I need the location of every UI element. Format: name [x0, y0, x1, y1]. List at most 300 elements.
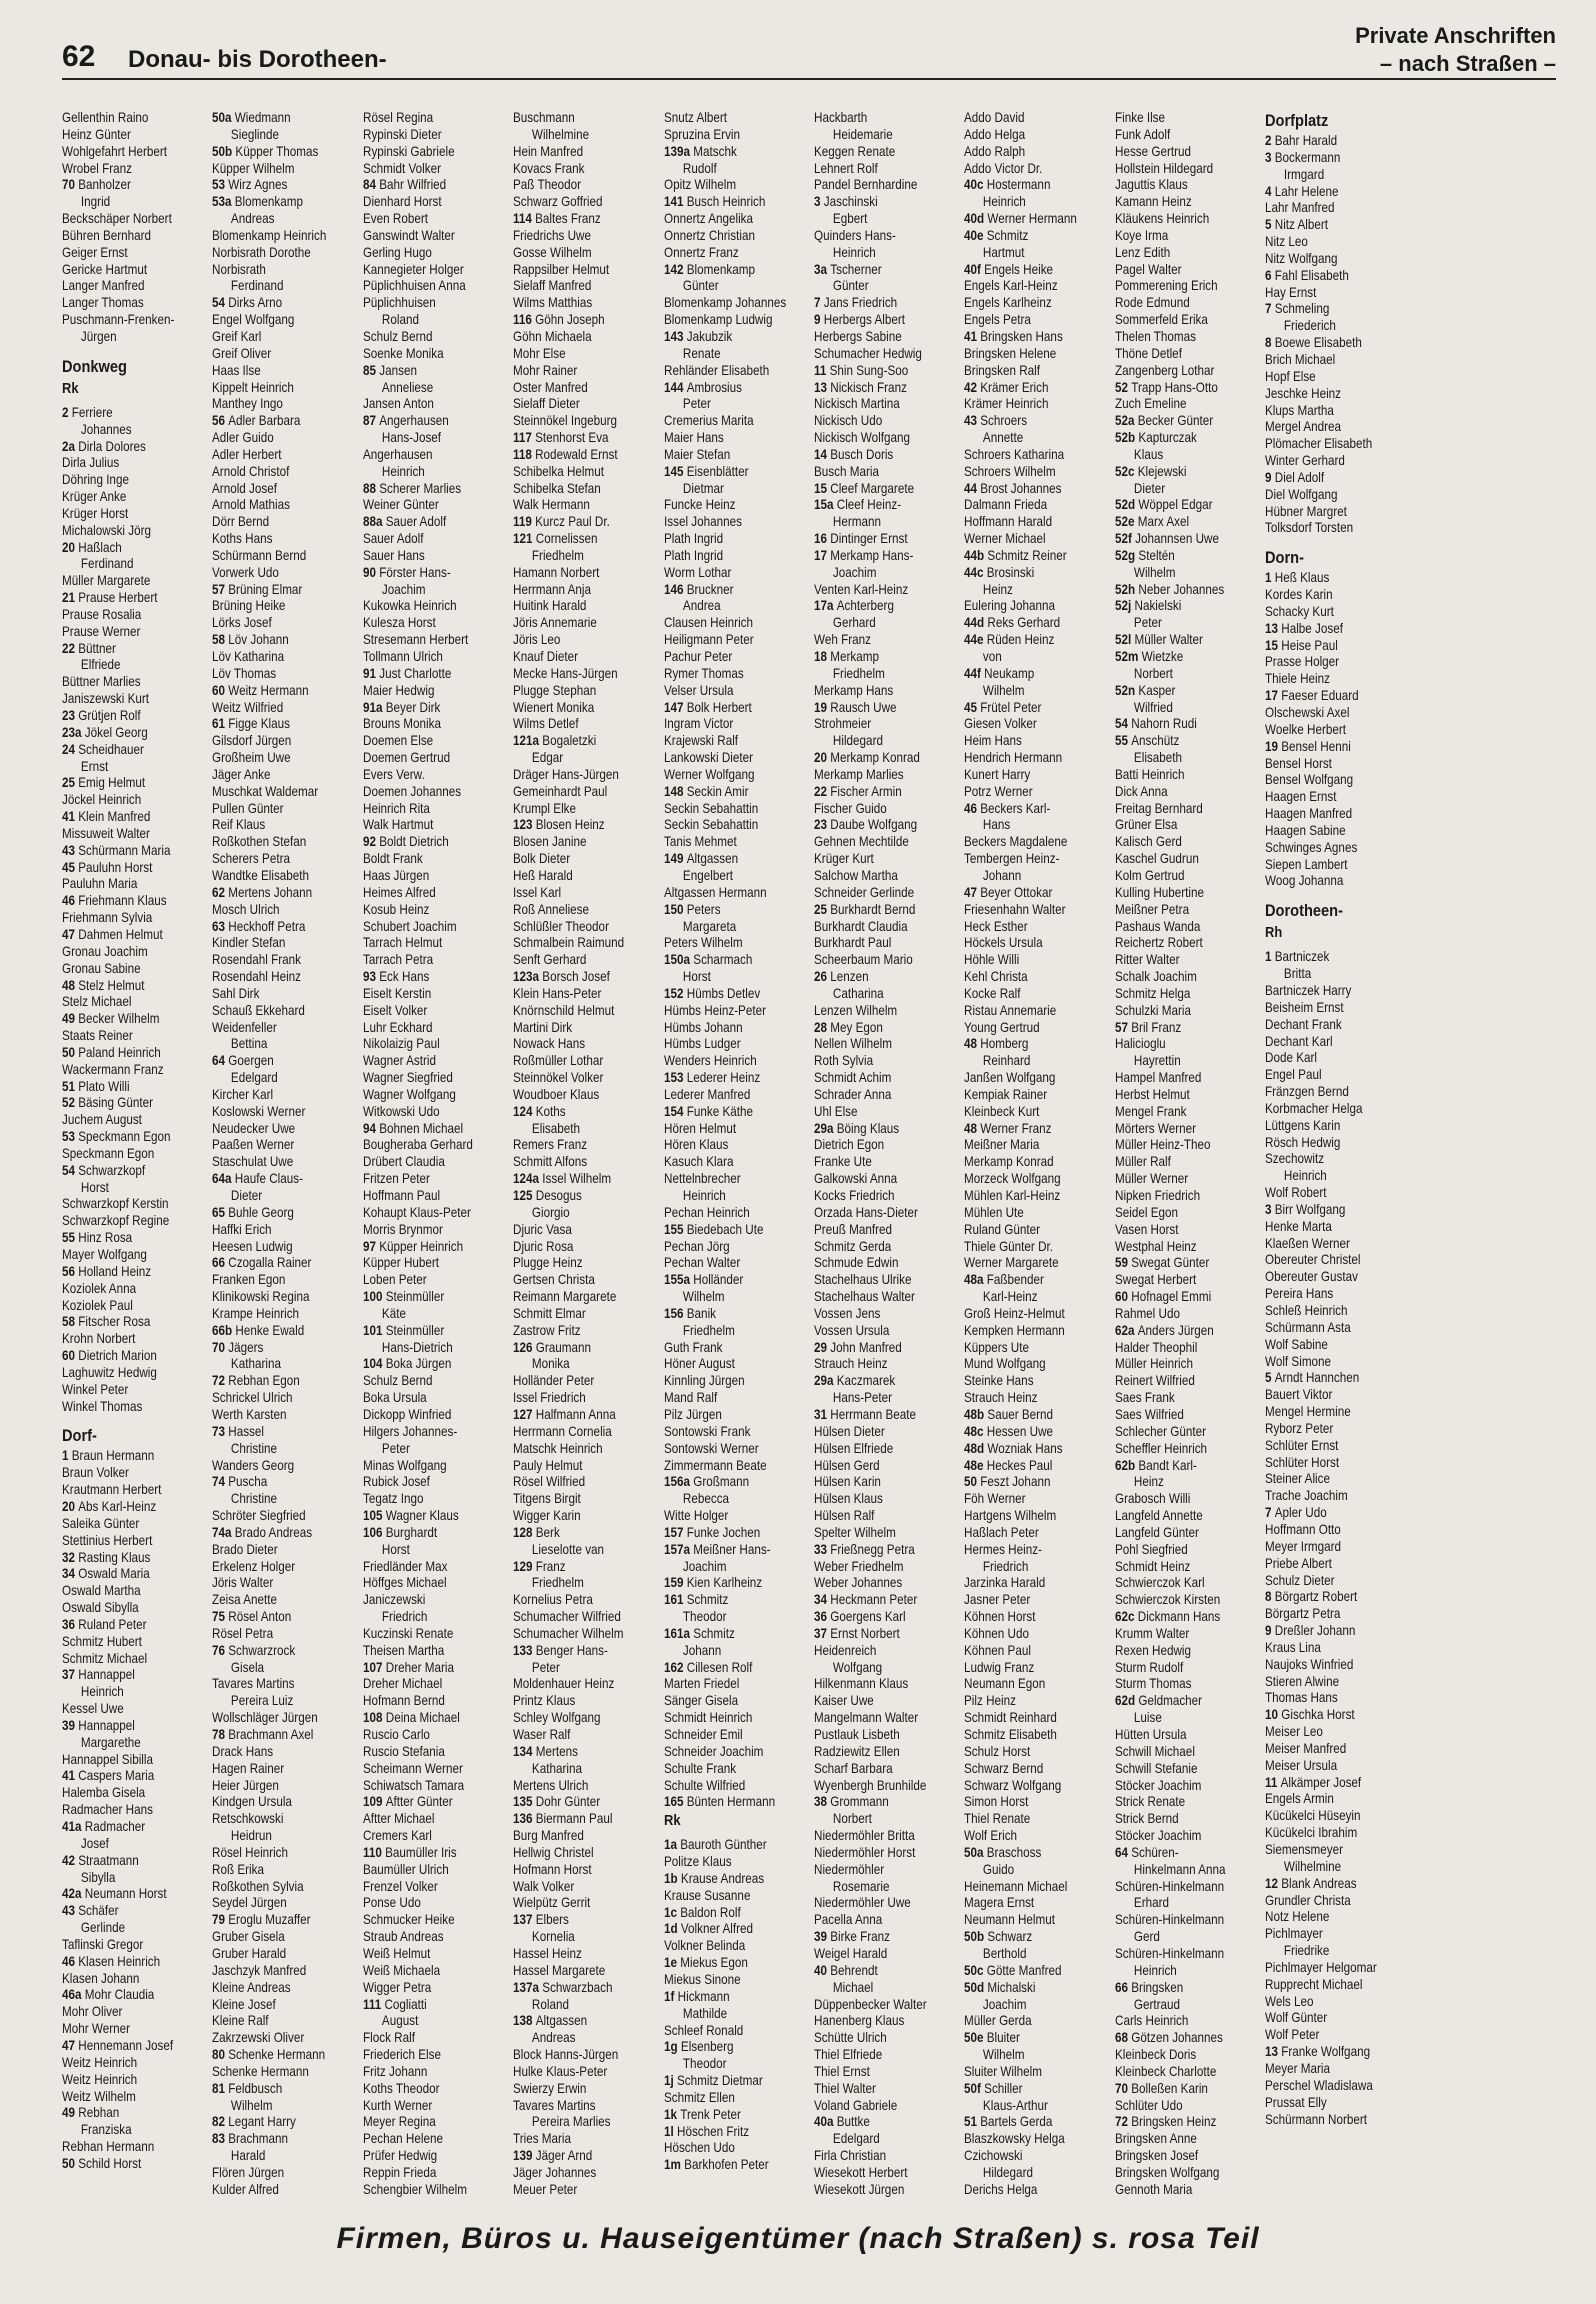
house-number: 58 — [212, 632, 229, 648]
resident-name: Miekus Sinone — [663, 1971, 741, 1987]
resident-entry — [212, 1710, 352, 1727]
resident-entry — [814, 1289, 954, 1306]
resident-name: Galkowski Anna — [813, 1171, 898, 1187]
resident-entry — [664, 683, 804, 700]
entry-continuation — [964, 582, 1104, 599]
resident-name: Herbergs Sabine — [813, 328, 902, 344]
resident-name: Blomenkamp Johannes — [663, 295, 786, 311]
resident-entry — [212, 1929, 352, 1946]
resident-name: Deina Michael — [385, 1710, 460, 1726]
resident-name: Spruzina Ervin — [663, 126, 740, 142]
resident-name: Kurcz Paul Dr. — [535, 514, 611, 530]
resident-name: Schroers Wilhelm — [964, 463, 1056, 479]
resident-entry — [1115, 1441, 1255, 1458]
house-number: 81 — [212, 2080, 229, 2096]
resident-entry — [664, 1171, 804, 1188]
resident-name: Neber Johannes — [1138, 581, 1224, 597]
resident-name: Hans-Dietrich — [381, 1339, 453, 1355]
resident-entry — [1115, 211, 1255, 228]
resident-name: Straub Andreas — [362, 1929, 444, 1945]
resident-entry — [363, 1053, 503, 1070]
resident-name: Hülsen Ralf — [813, 1508, 875, 1524]
resident-entry — [664, 1441, 804, 1458]
resident-entry — [363, 1660, 503, 1677]
resident-name: Prussat Elly — [1265, 2094, 1327, 2110]
resident-name: Pilz Jürgen — [663, 1406, 722, 1422]
house-number: 109 — [362, 1794, 386, 1810]
resident-name: Zimmermann Beate — [663, 1457, 767, 1473]
resident-entry — [1115, 1946, 1255, 1963]
resident-name: Koslowski Werner — [212, 1103, 306, 1119]
house-number: 144 — [663, 379, 687, 395]
resident-entry — [363, 1121, 503, 1138]
resident-entry — [964, 1676, 1104, 1693]
resident-entry — [363, 666, 503, 683]
resident-entry — [814, 784, 954, 801]
resident-entry — [212, 2047, 352, 2064]
resident-name: Heesen Ludwig — [212, 1238, 293, 1254]
house-number: 9 — [813, 312, 824, 328]
resident-entry — [212, 1390, 352, 1407]
resident-name: Nickisch Udo — [813, 413, 883, 429]
entry-continuation — [1115, 1963, 1255, 1980]
resident-entry — [513, 2098, 653, 2115]
house-number: 3 — [1265, 1201, 1275, 1217]
resident-name: Andreas — [231, 211, 275, 227]
resident-entry — [363, 1643, 503, 1660]
resident-name: Schlecher Günter — [1114, 1423, 1206, 1439]
resident-entry — [212, 733, 352, 750]
resident-name: Woelke Herbert — [1265, 721, 1347, 737]
resident-name: Tanis Mehmet — [663, 834, 737, 850]
resident-name: Friederich — [1284, 318, 1337, 334]
entry-continuation — [62, 1180, 202, 1197]
house-number: 155a — [663, 1272, 693, 1288]
house-number: 52e — [1114, 514, 1138, 530]
resident-entry — [664, 666, 804, 683]
resident-name: Bensel Wolfgang — [1265, 772, 1354, 788]
resident-entry — [1115, 1811, 1255, 1828]
resident-entry — [814, 1559, 954, 1576]
resident-name: Schlüter Udo — [1114, 2097, 1183, 2113]
resident-name: Dreßler Johann — [1274, 1623, 1356, 1639]
resident-entry — [513, 380, 653, 397]
resident-name: Böing Klaus — [836, 1120, 900, 1136]
resident-name: Loben Peter — [362, 1272, 427, 1288]
resident-entry — [664, 1525, 804, 1542]
entry-continuation — [664, 868, 804, 885]
resident-entry — [1265, 1589, 1405, 1606]
resident-name: Hassel — [228, 1423, 265, 1439]
resident-name: Friedrike — [1284, 1943, 1330, 1959]
resident-name: Theisen Martha — [362, 1642, 445, 1658]
resident-entry — [363, 1407, 503, 1424]
resident-name: Friedrich — [381, 1609, 428, 1625]
resident-entry — [814, 1643, 954, 1660]
resident-name: Margareta — [682, 918, 736, 934]
resident-entry — [363, 1895, 503, 1912]
resident-entry — [1115, 1003, 1255, 1020]
house-number: 114 — [513, 211, 536, 227]
house-number: 1 — [1265, 570, 1275, 586]
resident-name: Haßlach Peter — [964, 1524, 1040, 1540]
resident-name: Gerd — [1133, 1929, 1160, 1945]
resident-entry — [62, 910, 202, 927]
resident-entry — [513, 177, 653, 194]
resident-name: Wilhelm — [682, 1289, 725, 1305]
resident-name: Doemen Gertrud — [362, 750, 450, 766]
resident-entry — [964, 666, 1104, 683]
resident-name: Hellwig Christel — [513, 1844, 594, 1860]
resident-entry — [664, 2157, 804, 2174]
resident-name: Pauly Helmut — [513, 1457, 583, 1473]
resident-name: Henke Marta — [1265, 1218, 1333, 1234]
resident-entry — [1265, 1573, 1405, 1590]
resident-entry — [363, 413, 503, 430]
resident-entry — [1265, 133, 1405, 150]
resident-name: Schwarzkopf — [78, 1162, 146, 1178]
resident-entry — [814, 1188, 954, 1205]
resident-name: Krumpl Elke — [513, 800, 577, 816]
resident-entry — [513, 834, 653, 851]
house-number: 40a — [813, 2114, 837, 2130]
resident-entry — [1115, 1255, 1255, 1272]
house-number: 150 — [663, 901, 687, 917]
house-number: 40d — [964, 211, 988, 227]
entry-continuation — [513, 1929, 653, 1946]
house-number: 125 — [513, 1188, 536, 1203]
resident-entry — [513, 767, 653, 784]
resident-name: Bauroth Günther — [679, 1837, 767, 1853]
resident-name: Johann — [983, 867, 1022, 883]
resident-name: Mecke Hans-Jürgen — [513, 665, 618, 681]
resident-entry — [964, 598, 1104, 615]
resident-entry — [212, 1542, 352, 1559]
resident-entry — [1115, 1121, 1255, 1138]
house-number: 57 — [1114, 1019, 1132, 1035]
resident-name: Guth Frank — [663, 1339, 723, 1355]
resident-name: Blosen Heinz — [535, 817, 605, 833]
resident-entry — [62, 674, 202, 691]
house-number: 23a — [62, 724, 85, 740]
resident-name: Norbisrath — [212, 261, 267, 277]
resident-entry — [1265, 2112, 1405, 2129]
resident-name: Meyer Irmgard — [1265, 1538, 1342, 1554]
resident-name: Heinz Günter — [62, 126, 131, 142]
house-number: 157a — [663, 1541, 693, 1557]
directory-column — [964, 110, 1104, 2200]
entry-continuation — [964, 245, 1104, 262]
resident-name: Kleinbeck Charlotte — [1114, 2063, 1217, 2079]
house-number: 7 — [813, 295, 824, 311]
resident-name: Weitz Hermann — [228, 682, 310, 698]
house-number: 57 — [212, 581, 229, 597]
resident-entry — [363, 329, 503, 346]
resident-name: Wilhelmine — [1284, 1858, 1342, 1874]
entry-continuation — [964, 1997, 1104, 2014]
resident-name: Wenders Heinrich — [663, 1053, 757, 1069]
resident-entry — [1265, 301, 1405, 318]
resident-entry — [363, 1744, 503, 1761]
resident-name: Fränzgen Bernd — [1265, 1084, 1350, 1100]
resident-name: Andrea — [682, 598, 721, 614]
resident-name: Seckin Sebahattin — [663, 817, 758, 833]
house-number: 111 — [362, 1996, 385, 2012]
resident-name: Preuß Manfred — [813, 1221, 892, 1237]
house-number: 62a — [1114, 1322, 1138, 1338]
resident-entry — [1265, 705, 1405, 722]
resident-entry — [363, 1390, 503, 1407]
resident-entry — [814, 885, 954, 902]
house-number: 146 — [663, 581, 687, 597]
resident-entry — [513, 346, 653, 363]
resident-name: Friedhelm — [832, 665, 885, 681]
resident-name: Krämer Heinrich — [964, 396, 1049, 412]
resident-name — [385, 2199, 447, 2200]
house-number: 40f — [964, 261, 985, 277]
resident-name: Bohnen Michael — [379, 1120, 463, 1136]
resident-name: Waser Ralf — [513, 1727, 571, 1742]
resident-name: Wilhelmine — [532, 126, 590, 142]
house-number: 101 — [362, 1322, 386, 1338]
resident-entry — [1115, 2047, 1255, 2064]
resident-name: Ludwig Franz — [964, 1659, 1035, 1675]
resident-entry — [814, 2199, 954, 2200]
house-number: 6 — [1265, 267, 1275, 283]
resident-name: Hessen Uwe — [987, 1423, 1054, 1439]
resident-entry — [212, 615, 352, 632]
resident-name: Braun Hermann — [71, 1448, 155, 1464]
resident-name: Seckin Amir — [686, 783, 749, 799]
resident-name: Scherer Marlies — [379, 480, 461, 496]
resident-name: Friesenhahn Walter — [964, 901, 1066, 917]
resident-name: Krüger Kurt — [813, 851, 874, 867]
house-number: 51 — [964, 2114, 981, 2130]
resident-entry — [1265, 1471, 1405, 1488]
resident-entry — [964, 1929, 1104, 1946]
house-number: 70 — [62, 177, 79, 193]
resident-name: Michalski — [987, 1979, 1036, 1995]
resident-name: Hülsen Elfriede — [813, 1440, 894, 1456]
resident-entry — [664, 380, 804, 397]
resident-entry — [814, 817, 954, 834]
resident-entry — [814, 1525, 954, 1542]
resident-entry — [1265, 587, 1405, 604]
resident-entry — [363, 902, 503, 919]
resident-entry — [62, 961, 202, 978]
resident-name: Mertens Ulrich — [513, 1777, 589, 1793]
resident-name: Biermann Paul — [535, 1811, 613, 1827]
resident-name: Mörters Werner — [1114, 1120, 1196, 1136]
resident-name: Schwarz Goffried — [513, 194, 603, 210]
resident-name: Schmidt Heinrich — [663, 1710, 752, 1726]
resident-entry — [62, 405, 202, 422]
resident-name: Steinmüller — [385, 1322, 445, 1338]
resident-name: Edelgard — [231, 1070, 279, 1086]
house-number: 41 — [62, 1768, 79, 1784]
resident-name: Guido — [983, 1861, 1015, 1877]
resident-entry — [1115, 733, 1255, 750]
resident-name: Lenzen — [830, 969, 869, 985]
entry-continuation — [664, 2056, 804, 2073]
resident-name: Brado Dieter — [212, 1541, 279, 1557]
resident-entry — [964, 1137, 1104, 1154]
resident-entry — [363, 1255, 503, 1272]
resident-name: Issel Karl — [513, 884, 562, 900]
resident-entry — [814, 1458, 954, 1475]
resident-entry — [62, 1971, 202, 1988]
resident-entry — [363, 177, 503, 194]
resident-name: Merkamp Konrad — [964, 1154, 1055, 1170]
directory-columns — [62, 110, 1556, 2200]
resident-name: Swierzy Erwin — [513, 2080, 587, 2096]
resident-name: Banik — [686, 1305, 716, 1321]
resident-name: Marten Friedel — [663, 1676, 739, 1692]
entry-continuation — [513, 548, 653, 565]
entry-continuation — [363, 2013, 503, 2030]
resident-name: Bolleßen Karin — [1131, 2080, 1208, 2096]
resident-entry — [1265, 1960, 1405, 1977]
resident-name: Trapp Hans-Otto — [1131, 379, 1218, 395]
resident-name: Cogliatti — [384, 1996, 427, 2012]
resident-entry — [513, 649, 653, 666]
resident-entry — [1115, 1626, 1255, 1643]
resident-name: Herrmann Anja — [513, 581, 592, 597]
resident-entry — [363, 649, 503, 666]
resident-name: Feldbusch — [228, 2080, 283, 2096]
resident-entry — [1115, 834, 1255, 851]
resident-entry — [1265, 251, 1405, 268]
resident-name: Jansen Anton — [362, 396, 434, 412]
resident-entry — [1265, 1455, 1405, 1472]
resident-name: Kläukens Heinrich — [1114, 211, 1210, 227]
entry-continuation — [513, 2114, 653, 2131]
resident-entry — [212, 649, 352, 666]
resident-entry — [664, 245, 804, 262]
resident-entry — [664, 1575, 804, 1592]
house-number: 40e — [964, 227, 988, 243]
resident-entry — [664, 1778, 804, 1795]
resident-entry — [1115, 464, 1255, 481]
house-number: 165 — [663, 1794, 687, 1810]
resident-name: Werner Franz — [980, 1120, 1052, 1136]
resident-name: Köhnen Horst — [964, 1609, 1036, 1625]
resident-name: Engels Karlheinz — [964, 295, 1053, 311]
entry-continuation — [964, 1289, 1104, 1306]
resident-entry — [814, 851, 954, 868]
resident-entry — [1265, 2044, 1405, 2061]
resident-name: Blomenkamp Ludwig — [663, 312, 773, 328]
resident-entry — [363, 700, 503, 717]
resident-name: Pachur Peter — [663, 649, 732, 664]
resident-name: Busch Maria — [813, 463, 879, 479]
resident-name: Baumüller Ulrich — [362, 1861, 449, 1877]
entry-continuation — [62, 1735, 202, 1752]
resident-name: Kempken Hermann — [964, 1322, 1066, 1338]
resident-name: Stöcker Joachim — [1114, 1828, 1202, 1844]
house-number: 162 — [663, 1659, 687, 1675]
resident-entry — [964, 834, 1104, 851]
entry-continuation — [814, 514, 954, 531]
resident-name: Wilfried — [1133, 699, 1173, 715]
resident-entry — [1115, 1306, 1255, 1323]
resident-entry — [1265, 352, 1405, 369]
house-number: 52a — [1114, 413, 1138, 429]
resident-name: Jökel Georg — [84, 724, 148, 740]
resident-entry — [513, 1676, 653, 1693]
house-number: 50f — [964, 2080, 985, 2096]
resident-entry — [212, 1205, 352, 1222]
resident-entry — [664, 464, 804, 481]
resident-name: Maier Hans — [663, 430, 724, 446]
resident-entry — [1265, 487, 1405, 504]
resident-name: Hostermann — [987, 177, 1051, 193]
resident-name: Zakrzewski Oliver — [212, 2030, 305, 2046]
resident-name: Kippelt Heinrich — [212, 379, 295, 395]
resident-entry — [62, 2139, 202, 2156]
resident-entry — [363, 1963, 503, 1980]
resident-entry — [964, 851, 1104, 868]
entry-continuation — [814, 565, 954, 582]
resident-entry — [212, 1104, 352, 1121]
resident-entry — [62, 144, 202, 161]
house-number: 48b — [964, 1406, 988, 1422]
house-number: 39 — [62, 1717, 79, 1733]
resident-name: Schmitz Helga — [1114, 985, 1191, 1001]
resident-name: Heinrich — [381, 463, 425, 479]
resident-name: Blomenkamp — [235, 194, 304, 210]
entry-continuation — [664, 161, 804, 178]
resident-name: Niedermöhler — [813, 1861, 885, 1877]
house-number: 52 — [1114, 379, 1132, 395]
resident-name: Kempiak Rainer — [964, 1086, 1048, 1102]
house-number: 135 — [513, 1794, 536, 1810]
resident-entry — [964, 1811, 1104, 1828]
resident-name: Schlüßler Theodor — [513, 918, 610, 934]
resident-entry — [62, 1482, 202, 1499]
resident-entry — [964, 329, 1104, 346]
resident-name: Addo Helga — [964, 126, 1026, 142]
resident-name: Höner August — [663, 1356, 735, 1372]
resident-entry — [212, 1340, 352, 1357]
resident-name: Wolf Peter — [1265, 2027, 1320, 2043]
resident-name: Rebhan — [78, 2105, 120, 2121]
resident-entry — [62, 1079, 202, 1096]
street-heading: Donkweg — [62, 356, 127, 376]
resident-entry — [363, 851, 503, 868]
resident-entry — [363, 1171, 503, 1188]
resident-entry — [1265, 268, 1405, 285]
resident-name: Schulte Wilfried — [663, 1777, 745, 1793]
resident-name: Pereira Luiz — [231, 1693, 294, 1709]
resident-entry — [212, 935, 352, 952]
resident-name: Bünten Hermann — [686, 1794, 775, 1810]
entry-continuation — [513, 750, 653, 767]
resident-name: Föh Werner — [964, 1491, 1026, 1507]
resident-entry — [664, 1222, 804, 1239]
resident-entry — [513, 1474, 653, 1491]
resident-entry — [1265, 1118, 1405, 1135]
resident-entry — [513, 1592, 653, 1609]
house-number: 42 — [964, 379, 981, 395]
resident-name: Orzada Hans-Dieter — [813, 1204, 918, 1220]
resident-name: Halder Theophil — [1114, 1339, 1198, 1355]
house-number: 19 — [813, 699, 831, 715]
resident-entry — [62, 540, 202, 557]
resident-name: Oswald Sibylla — [62, 1600, 139, 1616]
resident-name: Schroers — [980, 413, 1028, 429]
resident-name: Kuczinski Renate — [362, 1625, 454, 1641]
